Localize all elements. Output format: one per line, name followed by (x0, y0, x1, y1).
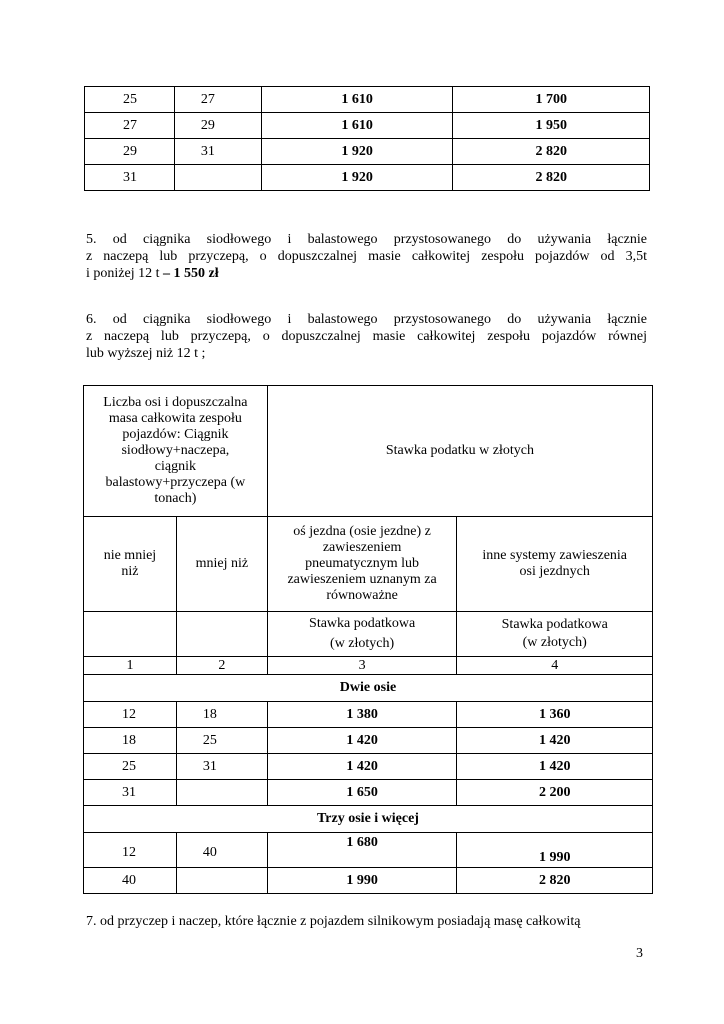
column-number: 3 (267, 657, 457, 675)
cell-min: 27 (85, 113, 175, 139)
cell-max (176, 868, 267, 894)
unit-label (457, 612, 653, 657)
paragraph-line: 5. od ciągnika siodłowego i balastowego przystosowanego do używania łącznie (86, 232, 647, 247)
page-number: 3 (636, 946, 643, 961)
cell-rate-air: 1 420 (267, 728, 457, 754)
cell-min: 31 (84, 780, 177, 806)
cell-rate-air: 1 610 (261, 113, 453, 139)
header-line: nie mniej (103, 548, 157, 563)
cell-min: 12 (84, 702, 177, 728)
header-air-suspension (267, 517, 457, 612)
top-rate-table (84, 86, 650, 191)
cell-min: 25 (85, 87, 175, 113)
header-rate: Stawka podatku w złotych (267, 386, 652, 517)
column-number: 4 (457, 657, 653, 675)
paragraph-line: 6. od ciągnika siodłowego i balastowego przystosowanego do używania łącznie (86, 312, 647, 327)
unit-line: (w złotych) (522, 635, 587, 650)
header-line: oś jezdna (osie jezdne) z (293, 524, 431, 539)
header-max: mniej niż (176, 517, 267, 612)
header-line: pneumatycznym lub (305, 556, 420, 571)
paragraph-line: z naczepą lub przyczepą, o dopuszczalnej masie całkowitej zespołu pojazdów od 3,5t (86, 249, 647, 264)
section-two-axles: Dwie osie (84, 675, 653, 702)
header-row (84, 517, 653, 612)
cell-max: 29 (174, 113, 261, 139)
cell-max: 40 (176, 833, 267, 868)
cell-rate-air: 1 610 (261, 87, 453, 113)
paragraph-6 (86, 311, 647, 362)
header-other-suspension (457, 517, 653, 612)
cell-rate-other: 2 820 (457, 868, 653, 894)
section-three-axles: Trzy osie i więcej (84, 806, 653, 833)
table-row (85, 87, 650, 113)
cell-rate-air: 1 920 (261, 165, 453, 191)
header-line: niż (121, 564, 139, 579)
empty-cell (176, 612, 267, 657)
main-rate-table (83, 385, 653, 894)
section-row (84, 675, 653, 702)
unit-line: Stawka podatkowa (501, 617, 608, 632)
cell-max: 27 (174, 87, 261, 113)
header-line: osi jezdnych (519, 564, 590, 579)
cell-rate-other: 1 420 (457, 754, 653, 780)
unit-line: (w złotych) (330, 636, 395, 651)
cell-rate-other: 1 990 (457, 833, 653, 868)
cell-rate-other: 1 950 (453, 113, 650, 139)
header-line: ciągnik (154, 459, 196, 474)
cell-min: 40 (84, 868, 177, 894)
cell-rate-air: 1 920 (261, 139, 453, 165)
column-number: 1 (84, 657, 177, 675)
cell-rate-other: 1 420 (457, 728, 653, 754)
paragraph-line: 7. od przyczep i naczep, które łącznie z pojazdem silnikowym posiadają masę całkowitą (86, 914, 581, 929)
header-line: siodłowy+naczepa, (121, 443, 230, 458)
cell-rate-other: 2 820 (453, 139, 650, 165)
cell-min: 31 (85, 165, 175, 191)
paragraph-7 (86, 913, 652, 930)
header-line: inne systemy zawieszenia (482, 548, 628, 563)
header-line: pojazdów: Ciągnik (122, 427, 229, 442)
cell-max: 18 (176, 702, 267, 728)
paragraph-line (86, 265, 647, 282)
cell-max: 31 (174, 139, 261, 165)
column-number-row (84, 657, 653, 675)
cell-rate-air: 1 680 (267, 833, 457, 868)
unit-row (84, 612, 653, 657)
cell-min: 29 (85, 139, 175, 165)
unit-label (267, 612, 457, 657)
paragraph-text: i poniżej 12 t (86, 266, 163, 281)
section-row (84, 806, 653, 833)
unit-line: Stawka podatkowa (309, 616, 416, 631)
cell-rate-air: 1 990 (267, 868, 457, 894)
header-line: zawieszeniem (322, 540, 402, 555)
cell-rate-other: 1 360 (457, 702, 653, 728)
rate-amount: – 1 550 zł (163, 266, 219, 281)
cell-min: 25 (84, 754, 177, 780)
header-line: równoważne (326, 588, 398, 603)
paragraph-line: z naczepą lub przyczepą, o dopuszczalnej masie całkowitej zespołu pojazdów równej (86, 329, 647, 344)
cell-max: 25 (176, 728, 267, 754)
header-axles-mass (84, 386, 268, 517)
header-row (84, 386, 653, 517)
header-line: masa całkowita zespołu (108, 411, 242, 426)
cell-max: 31 (176, 754, 267, 780)
cell-max (174, 165, 261, 191)
empty-cell (84, 612, 177, 657)
header-min (84, 517, 177, 612)
cell-min: 12 (84, 833, 177, 868)
paragraph-5 (86, 231, 647, 282)
paragraph-line: lub wyższej niż 12 t ; (86, 346, 206, 361)
table-row (84, 868, 653, 894)
table-row (85, 165, 650, 191)
header-line: Liczba osi i dopuszczalna (103, 395, 248, 410)
cell-rate-air: 1 380 (267, 702, 457, 728)
cell-rate-air: 1 420 (267, 754, 457, 780)
header-line: tonach) (154, 491, 197, 506)
table-row (84, 780, 653, 806)
cell-rate-other: 2 820 (453, 165, 650, 191)
table-row (84, 728, 653, 754)
cell-rate-other: 2 200 (457, 780, 653, 806)
table-row (85, 139, 650, 165)
table-row (85, 113, 650, 139)
cell-max (176, 780, 267, 806)
cell-rate-other: 1 700 (453, 87, 650, 113)
table-row (84, 702, 653, 728)
table-row (84, 833, 653, 868)
header-line: balastowy+przyczepa (w (105, 475, 246, 490)
header-line: zawieszeniem uznanym za (287, 572, 437, 587)
cell-min: 18 (84, 728, 177, 754)
cell-rate-air: 1 650 (267, 780, 457, 806)
table-row (84, 754, 653, 780)
column-number: 2 (176, 657, 267, 675)
